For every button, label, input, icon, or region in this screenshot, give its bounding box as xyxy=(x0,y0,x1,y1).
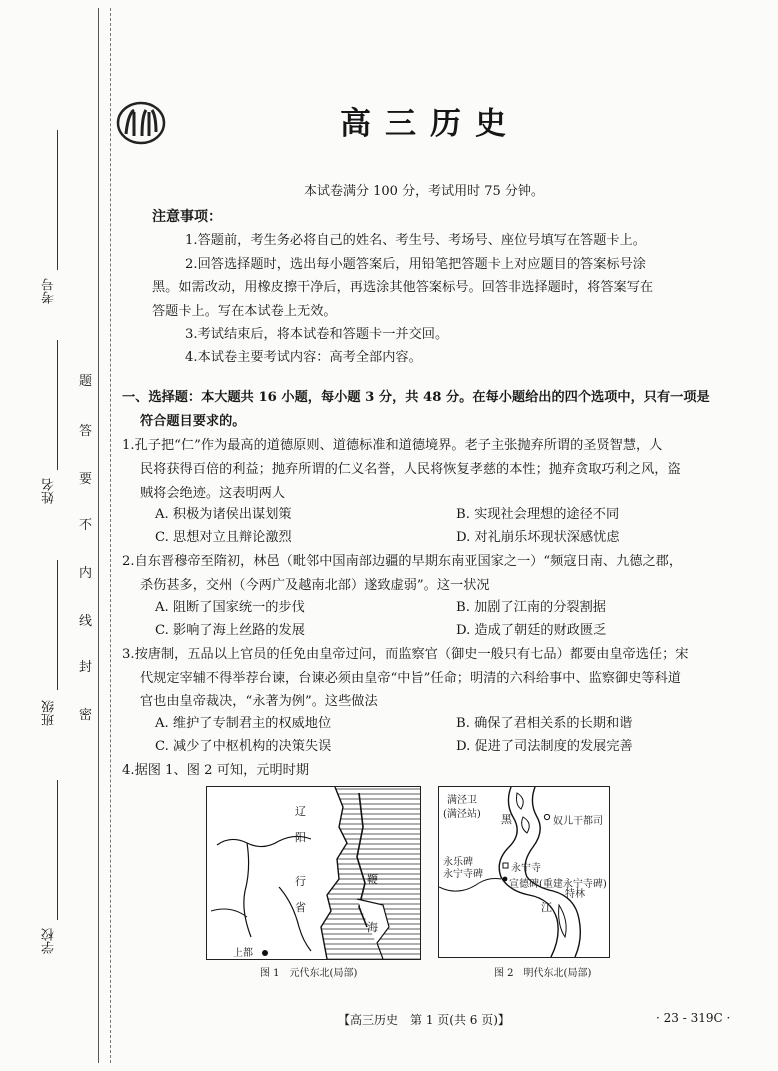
question-text: 代规定宰辅不得举荐台谏，台谏必须由皇帝“中旨”任命；明清的六科给事中、监察御史等科道 xyxy=(140,671,681,686)
option-d: D. 对礼崩乐坏现状深感忧虑 xyxy=(456,530,620,545)
name-field xyxy=(57,340,58,470)
map-2-caption: 图 2 明代东北(局部) xyxy=(494,968,592,979)
option-a: A. 积极为诸侯出谋划策 xyxy=(155,507,292,522)
notice-line: 1.答题前，考生务必将自己的姓名、考生号、考场号、座位号填写在答题卡上。 xyxy=(185,233,646,248)
exam-number-label: 考号 xyxy=(42,278,57,304)
notice-line: 3.考试结束后，将本试卷和答题卡一并交回。 xyxy=(185,327,449,342)
map-yuan-northeast xyxy=(206,786,421,960)
seal-char: 不 xyxy=(79,518,93,533)
question-text: 杀伤甚多，交州（今两广及越南北部）遂致虚弱”。这一状况 xyxy=(140,578,490,593)
paper-code: · 23 - 319C · xyxy=(656,1011,731,1025)
section-heading: 一、选择题：本大题共 16 小题，每小题 3 分，共 48 分。在每小题给出的四个选项中，只有一项是 xyxy=(122,390,710,405)
question-text: 官也由皇帝裁决，“永著为例”。这些做法 xyxy=(140,694,378,709)
map-ming-northeast xyxy=(438,786,610,958)
option-a: A. 维护了专制君主的权威地位 xyxy=(155,716,332,731)
option-c: C. 减少了中枢机构的决策失误 xyxy=(155,739,332,754)
question-text: 1.孔子把“仁”作为最高的道德原则、道德标准和道德境界。老子主张抛弃所谓的圣贤智慧，人 xyxy=(122,438,663,453)
question-text: 贼将会绝迹。这表明两人 xyxy=(140,486,286,501)
map-1-drawing xyxy=(207,787,420,959)
question-text: 3.按唐制，五品以上官员的任免由皇帝过问，而监察官（御史一般只有七品）都要由皇帝选任；宋 xyxy=(122,647,689,662)
seal-char: 内 xyxy=(79,566,93,581)
school-label: 学校 xyxy=(42,928,57,954)
notice-line: 黑。如需改动，用橡皮擦干净后，再选涂其他答案标号。回答非选择题时，将答案写在 xyxy=(152,280,654,295)
option-b: B. 实现社会理想的途径不同 xyxy=(456,507,620,522)
seal-char: 要 xyxy=(79,472,93,487)
option-c: C. 影响了海上丝路的发展 xyxy=(155,623,305,638)
class-label: 班级 xyxy=(42,700,57,726)
notice-line: 答题卡上。写在本试卷上无效。 xyxy=(152,304,337,319)
map-2-label: 宣德碑(重建永宁寺碑) xyxy=(509,879,607,890)
seal-char: 封 xyxy=(79,660,93,675)
map-1-label: 阳 xyxy=(295,831,306,844)
binding-line-inner xyxy=(110,8,111,1063)
map-1-label: 鞭 xyxy=(367,873,378,886)
map-1-label: 省 xyxy=(295,901,306,914)
map-1-label: 上都 xyxy=(233,948,253,959)
map-2-label: 永乐碑 xyxy=(443,857,473,868)
map-2-label: 特林 xyxy=(565,889,585,900)
map-2-label: 黑 xyxy=(501,813,512,826)
page-title: 高三历史 xyxy=(340,106,520,142)
map-2-label: 奴儿干都司 xyxy=(553,816,603,827)
notice-title: 注意事项： xyxy=(152,209,222,225)
notice-line: 2.回答选择题时，选出每小题答案后，用铅笔把答题卡上对应题目的答案标号涂 xyxy=(185,257,646,272)
class-field xyxy=(57,560,58,690)
option-d: D. 促进了司法制度的发展完善 xyxy=(456,739,633,754)
page-footer: 【高三历史 第 1 页(共 6 页)】 xyxy=(338,1013,510,1027)
map-1-label: 行 xyxy=(295,875,306,888)
map-1-label: 辽 xyxy=(295,805,306,818)
section-heading-cont: 符合题目要求的。 xyxy=(140,414,246,429)
map-1-caption: 图 1 元代东北(局部) xyxy=(260,968,358,979)
binding-line-outer xyxy=(98,8,99,1063)
seal-char: 题 xyxy=(79,374,93,389)
map-1-label: 海 xyxy=(367,921,378,934)
map-2-label: 永宁寺碑 xyxy=(443,869,483,880)
name-label: 姓名 xyxy=(42,478,57,504)
question-text: 2.自东晋穆帝至隋初，林邑（毗邻中国南部边疆的早期东南亚国家之一）“频寇日南、九德之郡， xyxy=(122,554,683,569)
seal-char: 密 xyxy=(79,708,93,723)
map-2-label: (满泾站) xyxy=(443,809,481,820)
map-2-label: 满泾卫 xyxy=(447,795,477,806)
option-b: B. 确保了君相关系的长期和谐 xyxy=(456,716,633,731)
exam-number-field xyxy=(57,130,58,270)
map-2-label: 江 xyxy=(541,901,552,914)
question-text: 民将获得百倍的利益；抛弃所谓的仁义名誉，人民将恢复孝慈的本性；抛弃贪取巧利之风，盗 xyxy=(140,462,681,477)
exam-intro: 本试卷满分 100 分，考试用时 75 分钟。 xyxy=(304,184,544,199)
option-d: D. 造成了朝廷的财政匮乏 xyxy=(456,623,607,638)
notice-line: 4.本试卷主要考试内容：高考全部内容。 xyxy=(185,350,422,365)
option-a: A. 阻断了国家统一的步伐 xyxy=(155,600,305,615)
option-c: C. 思想对立且辩论激烈 xyxy=(155,530,292,545)
seal-char: 线 xyxy=(79,614,93,629)
map-2-label: 永宁寺 xyxy=(511,863,541,874)
school-field xyxy=(57,780,58,920)
option-b: B. 加剧了江南的分裂割据 xyxy=(456,600,606,615)
publisher-logo xyxy=(116,100,166,146)
seal-char: 答 xyxy=(79,424,93,439)
question-text: 4.据图 1、图 2 可知，元明时期 xyxy=(122,763,310,778)
